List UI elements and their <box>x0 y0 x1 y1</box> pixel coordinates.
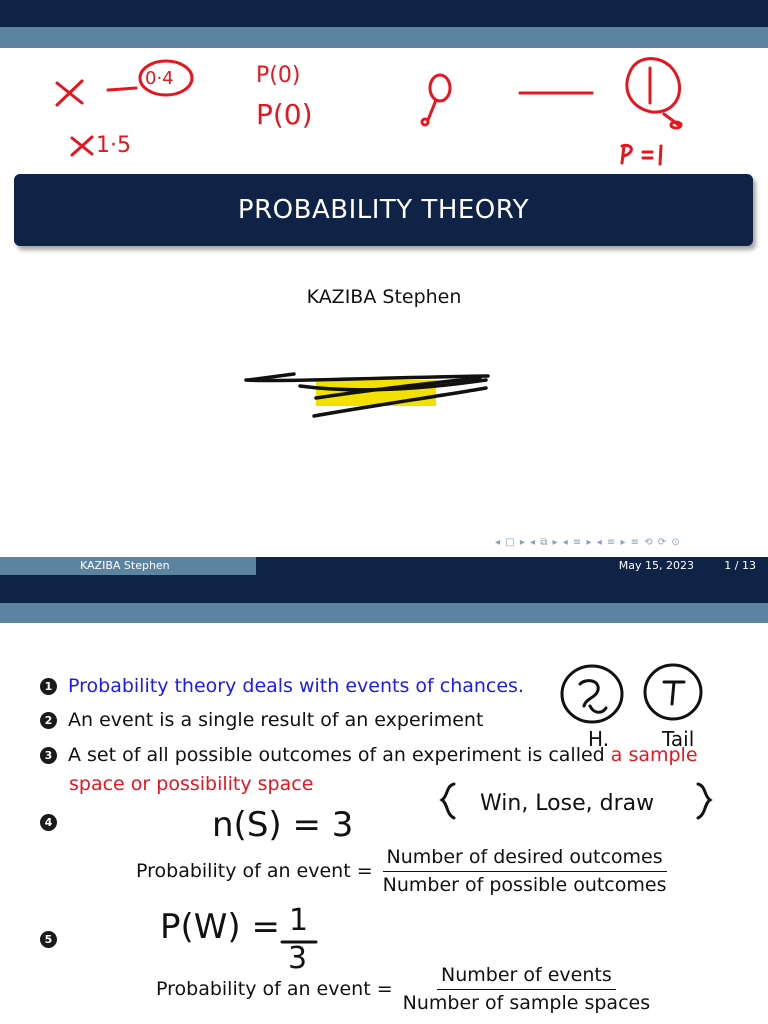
hw-pw-lhs: P(W) = <box>160 907 280 947</box>
bullet-2: 2 <box>40 712 57 729</box>
footer-page-number: 1 / 13 <box>724 559 756 572</box>
slide-title-box <box>14 174 753 246</box>
bullet-5: 5 <box>40 931 57 948</box>
top-band-steel <box>0 27 768 48</box>
item-2-text: An event is a single result of an experiment <box>68 709 484 731</box>
hw-pw-den: 3 <box>288 941 308 976</box>
formula-2-lhs: Probability of an event = <box>156 978 393 1000</box>
hw-p0-b: P(0) <box>256 98 313 131</box>
hw-p0-a: P(0) <box>256 63 301 88</box>
formula-1-denominator: Number of possible outcomes <box>382 874 667 896</box>
footer-author-bar <box>0 557 256 575</box>
bullet-4: 4 <box>40 814 57 831</box>
hw-head-label: H. <box>588 727 610 751</box>
formula-2-denominator: Number of sample spaces <box>402 992 651 1014</box>
hw-value-04: 0·4 <box>145 68 174 89</box>
footer-date: May 15, 2023 <box>618 559 694 572</box>
slide2-header-steel <box>0 603 768 623</box>
footer-author: KAZIBA Stephen <box>80 559 170 572</box>
footer-date-bar <box>256 557 768 575</box>
handwriting-annotations-slide2 <box>0 650 768 1024</box>
author-name: KAZIBA Stephen <box>306 286 462 308</box>
hw-ns-eq-3: n(S) = 3 <box>212 805 354 845</box>
bullet-1: 1 <box>40 678 57 695</box>
handwriting-annotations-top <box>0 48 768 178</box>
list-item-3-continued: space or possibility space <box>69 773 314 795</box>
item-3-red: a sample <box>610 744 698 766</box>
slide2-header-dark <box>0 575 768 603</box>
formula-2-numerator: Number of events <box>437 964 616 990</box>
formula-1-lhs: Probability of an event = <box>136 860 373 882</box>
formula-1-numerator: Number of desired outcomes <box>383 846 667 872</box>
top-band-dark <box>0 0 768 27</box>
item-3-text: A set of all possible outcomes of an experiment is called <box>68 744 611 766</box>
hw-x15: 1·5 <box>96 133 131 158</box>
item-1-text: Probability theory deals with events of chances. <box>68 675 524 697</box>
beamer-navigation[interactable]: ◂ □ ▸ ◂ ⧉ ▸ ◂ ≡ ▸ ◂ ≡ ▸ ≡ ⟲ ⟳ ⊙ <box>495 537 681 548</box>
hw-pw-num: 1 <box>289 903 309 938</box>
signature-scribble <box>240 368 500 428</box>
bullet-3: 3 <box>40 747 57 764</box>
slide-title: PROBABILITY THEORY <box>237 195 530 225</box>
hw-tail-label: Tail <box>662 727 695 751</box>
hw-sample-set: Win, Lose, draw <box>480 791 655 816</box>
